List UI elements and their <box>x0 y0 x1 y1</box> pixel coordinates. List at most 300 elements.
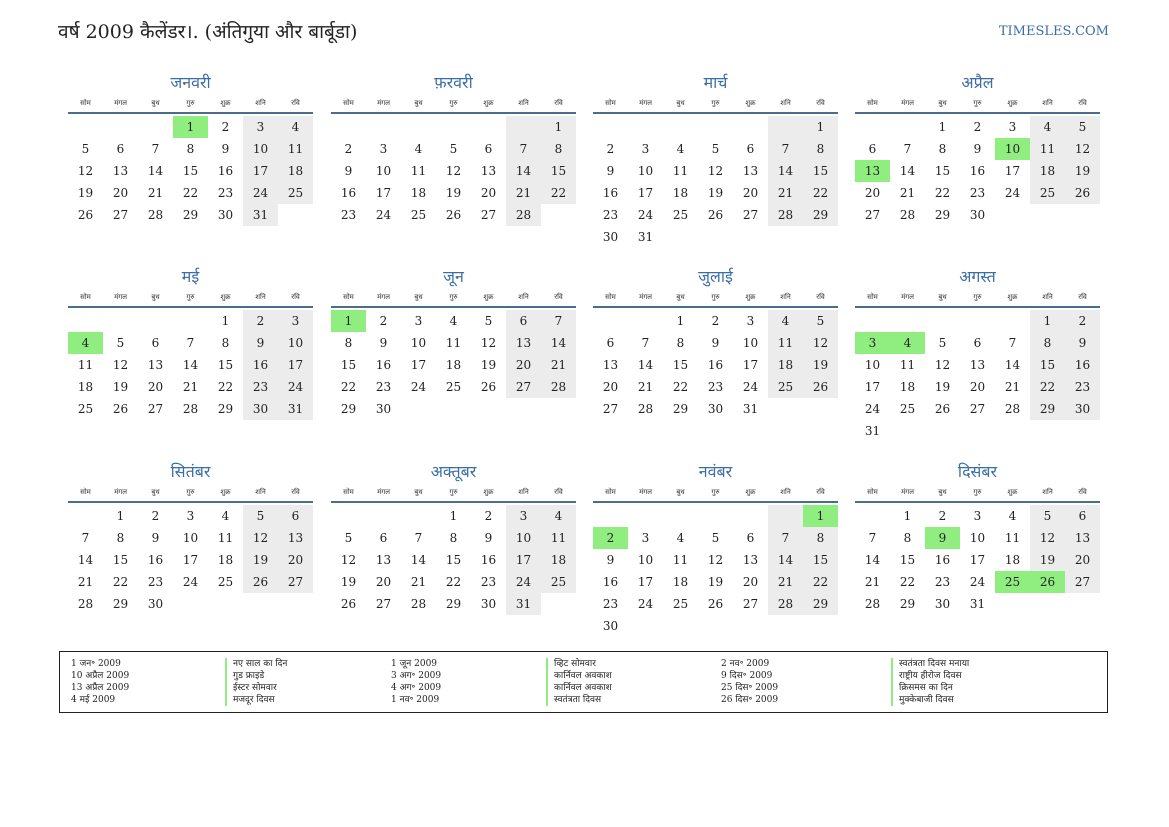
day-cell: 20 <box>375 575 392 589</box>
holiday-date: 2 नव॰ 2009 <box>721 659 770 669</box>
day-cell: 16 <box>969 164 986 178</box>
day-cell: 20 <box>480 186 497 200</box>
day-cell: 9 <box>925 527 960 549</box>
empty-cell <box>663 226 698 248</box>
empty-cell <box>173 593 208 615</box>
day-cell: 13 <box>1065 527 1100 549</box>
day-cell: 1 <box>1030 310 1065 332</box>
day-cell: 24 <box>742 380 759 394</box>
empty-cell <box>173 310 208 332</box>
day-cell: 24 <box>243 182 278 204</box>
empty-cell <box>698 505 733 527</box>
weekday-label: सोम <box>343 99 354 107</box>
day-cell: 1 <box>676 314 685 328</box>
day-cell: 5 <box>1030 505 1065 527</box>
weekday-label: बुध <box>676 488 685 496</box>
empty-cell <box>803 226 838 248</box>
day-cell: 16 <box>217 164 234 178</box>
day-cell: 7 <box>186 336 195 350</box>
weekday-label: गुरु <box>186 293 195 301</box>
month-block <box>593 459 838 637</box>
day-cell: 18 <box>445 358 462 372</box>
site-link[interactable]: TIMESLES.COM <box>998 24 1109 39</box>
weekday-label: गुरु <box>449 293 458 301</box>
empty-cell <box>768 505 803 527</box>
day-cell: 1 <box>116 509 125 523</box>
month-name: फ़रवरी <box>434 73 473 92</box>
day-cell: 29 <box>803 593 838 615</box>
month-block <box>855 459 1100 615</box>
day-cell: 2 <box>151 509 160 523</box>
day-cell: 10 <box>506 527 541 549</box>
day-cell: 12 <box>803 332 838 354</box>
empty-cell <box>698 226 733 248</box>
day-cell: 30 <box>147 597 164 611</box>
day-cell: 7 <box>506 138 541 160</box>
weekday-label: शनि <box>518 99 529 107</box>
month-name: नवंबर <box>698 462 733 481</box>
day-cell: 11 <box>217 531 234 545</box>
day-cell: 30 <box>1065 398 1100 420</box>
day-cell: 5 <box>938 336 947 350</box>
weekday-label: शनि <box>1042 99 1053 107</box>
day-cell: 27 <box>1065 571 1100 593</box>
holiday-date: 1 जून 2009 <box>391 659 438 669</box>
day-cell: 27 <box>480 208 497 222</box>
month-block <box>331 459 576 615</box>
day-cell: 2 <box>484 509 493 523</box>
day-cell: 4 <box>890 332 925 354</box>
empty-cell <box>506 116 541 138</box>
day-cell: 9 <box>379 336 388 350</box>
day-cell: 14 <box>77 553 94 567</box>
day-cell: 2 <box>379 314 388 328</box>
day-cell: 23 <box>934 575 951 589</box>
weekday-label: शुक्र <box>483 293 494 301</box>
day-cell: 19 <box>340 575 357 589</box>
day-cell: 25 <box>410 208 427 222</box>
day-cell: 10 <box>637 164 654 178</box>
day-cell: 2 <box>711 314 720 328</box>
day-grid <box>68 308 313 420</box>
day-cell: 12 <box>934 358 951 372</box>
weekday-label: शनि <box>518 293 529 301</box>
weekday-label: बुध <box>151 293 160 301</box>
day-cell: 12 <box>340 553 357 567</box>
day-cell: 17 <box>410 358 427 372</box>
day-cell: 25 <box>445 380 462 394</box>
day-cell: 17 <box>742 358 759 372</box>
holiday-date: 3 अग॰ 2009 <box>391 671 442 681</box>
day-cell: 16 <box>1065 354 1100 376</box>
weekday-label: सोम <box>80 99 91 107</box>
day-cell: 5 <box>484 314 493 328</box>
empty-cell <box>541 593 576 615</box>
day-cell: 14 <box>768 549 803 571</box>
weekday-header <box>68 290 313 308</box>
day-cell: 3 <box>506 505 541 527</box>
day-cell: 17 <box>243 160 278 182</box>
weekday-label: रवि <box>1078 293 1087 301</box>
day-cell: 27 <box>742 208 759 222</box>
day-cell: 19 <box>707 186 724 200</box>
day-cell: 3 <box>1008 120 1017 134</box>
day-cell: 23 <box>480 575 497 589</box>
day-cell: 26 <box>243 571 278 593</box>
empty-cell <box>855 505 890 527</box>
weekday-label: सोम <box>80 293 91 301</box>
weekday-label: शनि <box>255 293 266 301</box>
day-cell: 4 <box>414 142 423 156</box>
day-cell: 1 <box>331 310 366 332</box>
empty-cell <box>278 204 313 226</box>
day-cell: 7 <box>768 138 803 160</box>
weekday-label: मंगल <box>639 293 652 301</box>
day-cell: 29 <box>217 402 234 416</box>
day-cell: 18 <box>217 553 234 567</box>
empty-cell <box>331 505 366 527</box>
empty-cell <box>960 420 995 442</box>
day-cell: 7 <box>81 531 90 545</box>
day-cell: 10 <box>969 531 986 545</box>
day-grid <box>593 308 838 420</box>
weekday-label: सोम <box>867 488 878 496</box>
day-cell: 10 <box>243 138 278 160</box>
day-cell: 10 <box>278 332 313 354</box>
day-cell: 2 <box>606 142 615 156</box>
day-cell: 27 <box>864 208 881 222</box>
day-cell: 8 <box>676 336 685 350</box>
day-cell: 5 <box>449 142 458 156</box>
empty-cell <box>890 310 925 332</box>
month-block <box>68 264 313 420</box>
holiday-date: 25 दिस॰ 2009 <box>721 683 779 693</box>
day-cell: 6 <box>868 142 877 156</box>
empty-cell <box>995 310 1030 332</box>
day-cell: 23 <box>375 380 392 394</box>
day-cell: 6 <box>116 142 125 156</box>
empty-cell <box>593 310 628 332</box>
day-cell: 8 <box>221 336 230 350</box>
day-cell: 28 <box>77 597 94 611</box>
day-cell: 30 <box>602 619 619 633</box>
day-cell: 23 <box>602 208 619 222</box>
day-cell: 28 <box>864 597 881 611</box>
weekday-label: बुध <box>938 293 947 301</box>
day-cell: 25 <box>768 376 803 398</box>
day-cell: 11 <box>410 164 427 178</box>
day-cell: 20 <box>278 549 313 571</box>
day-cell: 19 <box>1030 549 1065 571</box>
empty-cell <box>506 398 541 420</box>
month-name: मार्च <box>703 73 728 92</box>
day-cell: 3 <box>641 531 650 545</box>
day-cell: 4 <box>1030 116 1065 138</box>
holiday-name: मजदूर दिवस <box>225 694 275 706</box>
holiday-name: मुक्केबाजी दिवस <box>891 694 954 706</box>
day-cell: 5 <box>116 336 125 350</box>
day-cell: 27 <box>112 208 129 222</box>
weekday-label: सोम <box>80 488 91 496</box>
day-cell: 9 <box>151 531 160 545</box>
day-cell: 30 <box>969 208 986 222</box>
empty-cell <box>243 593 278 615</box>
day-cell: 23 <box>707 380 724 394</box>
day-cell: 22 <box>112 575 129 589</box>
day-cell: 5 <box>243 505 278 527</box>
day-cell: 4 <box>676 531 685 545</box>
day-cell: 10 <box>410 336 427 350</box>
empty-cell <box>768 226 803 248</box>
holiday-legend <box>59 651 1108 713</box>
day-cell: 15 <box>803 160 838 182</box>
day-cell: 24 <box>637 597 654 611</box>
weekday-label: गुरु <box>186 99 195 107</box>
day-cell: 29 <box>803 204 838 226</box>
day-cell: 12 <box>445 164 462 178</box>
empty-cell <box>401 398 436 420</box>
empty-cell <box>663 116 698 138</box>
day-cell: 1 <box>903 509 912 523</box>
day-cell: 16 <box>243 354 278 376</box>
day-grid <box>593 503 838 637</box>
day-cell: 22 <box>899 575 916 589</box>
day-cell: 3 <box>379 142 388 156</box>
weekday-label: मंगल <box>639 99 652 107</box>
day-cell: 14 <box>864 553 881 567</box>
day-cell: 8 <box>903 531 912 545</box>
empty-cell <box>1030 593 1065 615</box>
weekday-label: शनि <box>1042 488 1053 496</box>
day-cell: 20 <box>506 354 541 376</box>
day-cell: 16 <box>147 553 164 567</box>
empty-cell <box>471 398 506 420</box>
day-cell: 24 <box>637 208 654 222</box>
day-cell: 22 <box>803 182 838 204</box>
day-cell: 16 <box>480 553 497 567</box>
day-grid <box>855 503 1100 615</box>
day-cell: 28 <box>182 402 199 416</box>
day-cell: 11 <box>768 332 803 354</box>
day-cell: 4 <box>768 310 803 332</box>
day-cell: 29 <box>934 208 951 222</box>
day-grid <box>855 308 1100 442</box>
day-cell: 5 <box>803 310 838 332</box>
weekday-label: शनि <box>780 488 791 496</box>
weekday-label: शनि <box>518 488 529 496</box>
empty-cell <box>278 593 313 615</box>
day-cell: 6 <box>606 336 615 350</box>
day-cell: 14 <box>768 160 803 182</box>
day-grid <box>331 114 576 226</box>
day-cell: 17 <box>1004 164 1021 178</box>
day-grid <box>68 114 313 226</box>
day-cell: 25 <box>1030 182 1065 204</box>
day-cell: 18 <box>541 549 576 571</box>
day-cell: 1 <box>221 314 230 328</box>
weekday-header <box>593 290 838 308</box>
day-cell: 20 <box>864 186 881 200</box>
empty-cell <box>698 116 733 138</box>
day-cell: 1 <box>449 509 458 523</box>
day-cell: 13 <box>506 332 541 354</box>
day-cell: 12 <box>112 358 129 372</box>
month-block <box>855 264 1100 442</box>
day-cell: 20 <box>742 186 759 200</box>
day-cell: 30 <box>243 398 278 420</box>
day-cell: 2 <box>973 120 982 134</box>
day-cell: 30 <box>217 208 234 222</box>
day-cell: 28 <box>899 208 916 222</box>
holiday-date: 10 अप्रैल 2009 <box>71 671 130 681</box>
day-cell: 20 <box>112 186 129 200</box>
empty-cell <box>541 398 576 420</box>
day-cell: 27 <box>969 402 986 416</box>
day-cell: 30 <box>707 402 724 416</box>
day-cell: 25 <box>995 571 1030 593</box>
weekday-label: सोम <box>605 488 616 496</box>
weekday-label: रवि <box>816 488 825 496</box>
weekday-label: रवि <box>291 488 300 496</box>
weekday-label: सोम <box>867 293 878 301</box>
weekday-label: बुध <box>938 488 947 496</box>
day-cell: 17 <box>375 186 392 200</box>
day-cell: 11 <box>77 358 94 372</box>
day-cell: 12 <box>77 164 94 178</box>
day-cell: 22 <box>934 186 951 200</box>
day-cell: 25 <box>672 208 689 222</box>
weekday-label: गुरु <box>711 293 720 301</box>
day-cell: 5 <box>711 531 720 545</box>
day-cell: 4 <box>676 142 685 156</box>
weekday-label: रवि <box>291 99 300 107</box>
day-cell: 18 <box>1004 553 1021 567</box>
day-cell: 11 <box>899 358 916 372</box>
day-cell: 26 <box>934 402 951 416</box>
day-cell: 13 <box>855 160 890 182</box>
day-cell: 28 <box>768 204 803 226</box>
day-cell: 7 <box>1008 336 1017 350</box>
holiday-date: 13 अप्रैल 2009 <box>71 683 130 693</box>
day-cell: 28 <box>637 402 654 416</box>
day-cell: 9 <box>711 336 720 350</box>
empty-cell <box>995 204 1030 226</box>
weekday-label: रवि <box>554 293 563 301</box>
day-cell: 30 <box>602 230 619 244</box>
weekday-label: बुध <box>676 99 685 107</box>
day-cell: 2 <box>243 310 278 332</box>
day-cell: 26 <box>803 376 838 398</box>
day-cell: 26 <box>1030 571 1065 593</box>
day-cell: 15 <box>182 164 199 178</box>
day-cell: 15 <box>934 164 951 178</box>
day-cell: 31 <box>742 402 759 416</box>
month-name: अक्तूबर <box>430 462 477 481</box>
day-cell: 28 <box>768 593 803 615</box>
weekday-label: रवि <box>554 99 563 107</box>
month-block <box>68 459 313 615</box>
day-cell: 21 <box>506 182 541 204</box>
day-grid <box>593 114 838 248</box>
day-cell: 22 <box>445 575 462 589</box>
day-cell: 3 <box>855 332 890 354</box>
day-cell: 19 <box>480 358 497 372</box>
day-cell: 15 <box>217 358 234 372</box>
empty-cell <box>68 116 103 138</box>
day-cell: 29 <box>182 208 199 222</box>
day-cell: 6 <box>973 336 982 350</box>
day-cell: 15 <box>340 358 357 372</box>
day-cell: 13 <box>375 553 392 567</box>
weekday-header <box>331 96 576 114</box>
day-cell: 10 <box>995 138 1030 160</box>
day-cell: 7 <box>868 531 877 545</box>
weekday-label: शुक्र <box>483 99 494 107</box>
weekday-label: बुध <box>676 293 685 301</box>
holiday-name: नए साल का दिन <box>225 658 287 670</box>
day-cell: 25 <box>77 402 94 416</box>
day-cell: 17 <box>182 553 199 567</box>
day-cell: 18 <box>672 575 689 589</box>
weekday-label: शुक्र <box>1007 99 1018 107</box>
day-cell: 23 <box>602 597 619 611</box>
day-cell: 9 <box>484 531 493 545</box>
day-cell: 18 <box>410 186 427 200</box>
holiday-name: ईस्टर सोमवार <box>225 682 277 694</box>
day-cell: 16 <box>375 358 392 372</box>
weekday-label: गुरु <box>186 488 195 496</box>
month-name: अगस्त <box>959 267 996 286</box>
empty-cell <box>68 310 103 332</box>
day-cell: 4 <box>221 509 230 523</box>
holiday-name: व्हिट सोमवार <box>546 658 596 670</box>
day-cell: 13 <box>480 164 497 178</box>
empty-cell <box>401 505 436 527</box>
day-cell: 19 <box>707 575 724 589</box>
day-cell: 3 <box>746 314 755 328</box>
day-cell: 17 <box>637 575 654 589</box>
day-cell: 3 <box>641 142 650 156</box>
empty-cell <box>803 615 838 637</box>
month-block <box>593 70 838 248</box>
day-cell: 19 <box>803 354 838 376</box>
day-cell: 6 <box>484 142 493 156</box>
weekday-label: शनि <box>1042 293 1053 301</box>
empty-cell <box>366 505 401 527</box>
day-cell: 21 <box>899 186 916 200</box>
empty-cell <box>331 116 366 138</box>
day-cell: 25 <box>899 402 916 416</box>
weekday-label: मंगल <box>901 293 914 301</box>
day-cell: 22 <box>1030 376 1065 398</box>
weekday-label: शुक्र <box>745 99 756 107</box>
day-cell: 4 <box>1008 509 1017 523</box>
weekday-header <box>855 290 1100 308</box>
day-cell: 15 <box>672 358 689 372</box>
empty-cell <box>890 420 925 442</box>
day-cell: 27 <box>278 571 313 593</box>
day-cell: 22 <box>803 571 838 593</box>
empty-cell <box>471 116 506 138</box>
day-cell: 24 <box>506 571 541 593</box>
day-cell: 15 <box>899 553 916 567</box>
holiday-date: 9 दिस॰ 2009 <box>721 671 773 681</box>
day-cell: 10 <box>742 336 759 350</box>
day-cell: 26 <box>1065 182 1100 204</box>
day-cell: 6 <box>151 336 160 350</box>
day-cell: 18 <box>768 354 803 376</box>
day-cell: 21 <box>541 354 576 376</box>
